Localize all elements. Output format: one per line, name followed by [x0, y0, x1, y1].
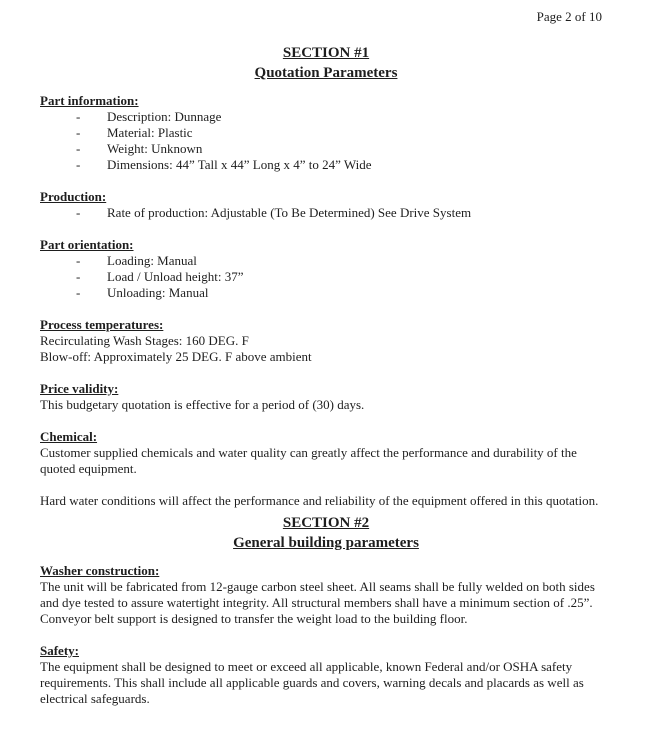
- bullet-dash: -: [76, 157, 81, 172]
- list-item-text: Material: Plastic: [107, 125, 193, 140]
- bullet-dash: -: [76, 205, 81, 220]
- list-item-text: Weight: Unknown: [107, 141, 203, 156]
- list-item: [40, 205, 612, 221]
- list-item: [40, 269, 612, 285]
- section-1-header: [40, 43, 612, 83]
- part-orientation-section: [40, 237, 612, 301]
- list-item: [40, 141, 612, 157]
- process-temperatures-section: [40, 317, 612, 365]
- part-orientation-heading: Part orientation:: [40, 237, 134, 252]
- chemical-paragraph-2: Hard water conditions will affect the performance and reliability of the equipment offered in this quotation.: [40, 493, 599, 508]
- washer-construction-text: The unit will be fabricated from 12-gauge carbon steel sheet. All seams shall be fully welded on both sides and dye tested to assure watertight integrity. All structural members shall have a minimum section of .25”. Conveyor belt support is designed to transfer the weight load to the building floor.: [40, 579, 595, 626]
- list-item: [40, 253, 612, 269]
- process-temperatures-line: Recirculating Wash Stages: 160 DEG. F: [40, 333, 249, 348]
- part-information-section: [40, 93, 612, 173]
- production-heading: Production:: [40, 189, 107, 204]
- process-temperatures-line: Blow-off: Approximately 25 DEG. F above ambient: [40, 349, 312, 364]
- list-item-text: Unloading: Manual: [107, 285, 209, 300]
- section-1-title: SECTION #1: [282, 45, 370, 61]
- list-item-text: Load / Unload height: 37”: [107, 269, 244, 284]
- bullet-dash: -: [76, 285, 81, 300]
- price-validity-heading: Price validity:: [40, 381, 119, 396]
- list-item: [40, 125, 612, 141]
- list-item-text: Loading: Manual: [107, 253, 197, 268]
- section-2-header: [40, 513, 612, 553]
- price-validity-section: [40, 381, 612, 413]
- bullet-dash: -: [76, 141, 81, 156]
- bullet-dash: -: [76, 109, 81, 124]
- chemical-heading: Chemical:: [40, 429, 98, 444]
- list-item-text: Rate of production: Adjustable (To Be Determined) See Drive System: [107, 205, 472, 220]
- safety-heading: Safety:: [40, 643, 79, 658]
- chemical-section: [40, 429, 612, 509]
- process-temperatures-heading: Process temperatures:: [40, 317, 164, 332]
- bullet-dash: -: [76, 269, 81, 284]
- washer-construction-section: [40, 563, 612, 627]
- washer-construction-heading: Washer construction:: [40, 563, 160, 578]
- chemical-paragraph-1: Customer supplied chemicals and water quality can greatly affect the performance and durability of the quoted equipment.: [40, 445, 577, 476]
- list-item: [40, 157, 612, 173]
- production-section: [40, 189, 612, 221]
- price-validity-text: This budgetary quotation is effective for a period of (30) days.: [40, 397, 365, 412]
- list-item-text: Description: Dunnage: [107, 109, 222, 124]
- safety-section: [40, 643, 612, 707]
- safety-text: The equipment shall be designed to meet or exceed all applicable, known Federal and/or OSHA safety requirements. This shall include all applicable guards and covers, warning decals and placards as well as electrical safeguards.: [40, 659, 584, 706]
- list-item-text: Dimensions: 44” Tall x 44” Long x 4” to 24” Wide: [107, 157, 372, 172]
- section-2-title: SECTION #2: [282, 515, 370, 531]
- list-item: [40, 285, 612, 301]
- bullet-dash: -: [76, 125, 81, 140]
- page-number: Page 2 of 10: [536, 9, 602, 24]
- part-information-heading: Part information:: [40, 93, 139, 108]
- section-1-subtitle: Quotation Parameters: [254, 65, 398, 81]
- bullet-dash: -: [76, 253, 81, 268]
- list-item: [40, 109, 612, 125]
- section-2-subtitle: General building parameters: [233, 535, 419, 551]
